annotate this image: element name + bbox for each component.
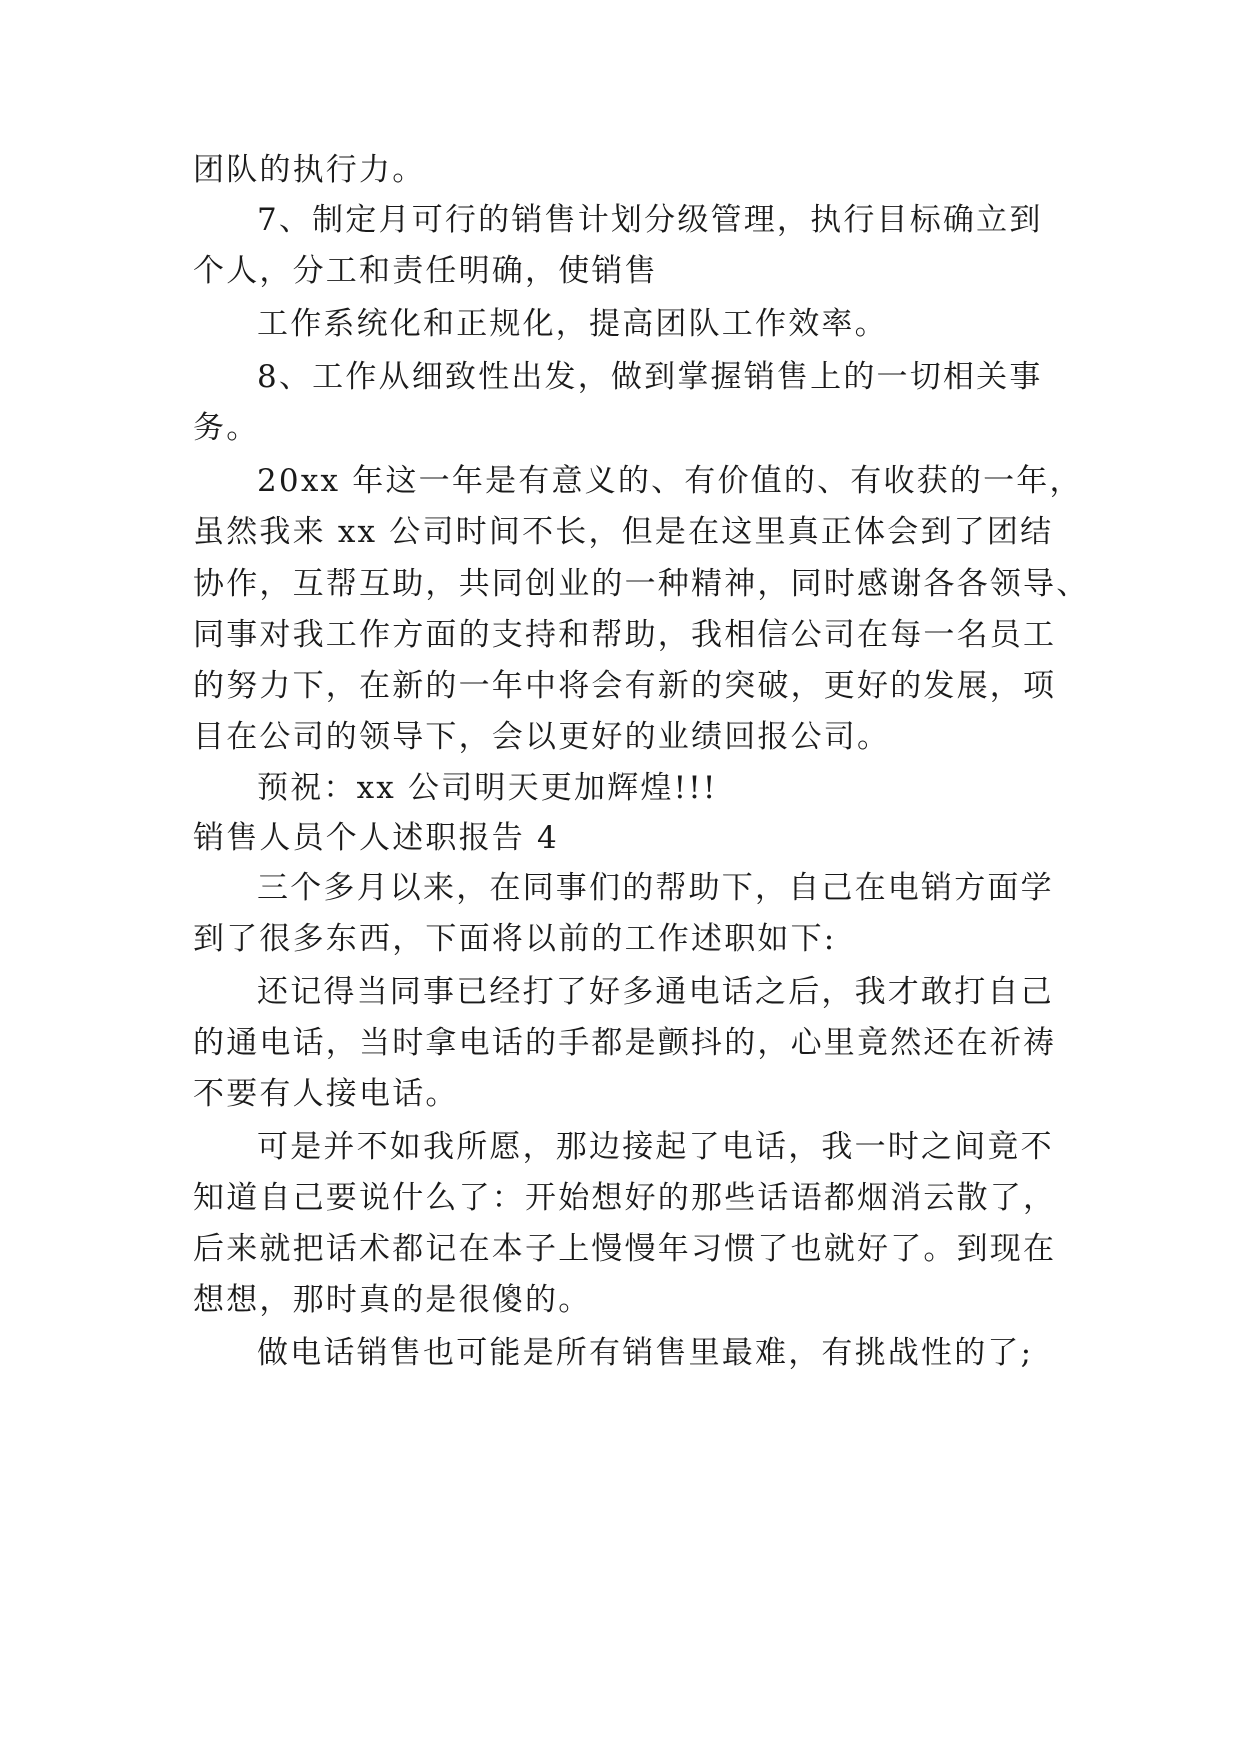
paragraph-line: 还记得当同事已经打了好多通电话之后，我才敢打自己 bbox=[257, 974, 1054, 1010]
paragraph-line: 预祝：xx 公司明天更加辉煌!!! bbox=[257, 770, 718, 806]
paragraph-line: 到了很多东西，下面将以前的工作述职如下: bbox=[193, 921, 837, 957]
paragraph-line: 务。 bbox=[193, 410, 260, 446]
paragraph-line: 工作系统化和正规化，提高团队工作效率。 bbox=[257, 306, 888, 342]
paragraph-line: 做电话销售也可能是所有销售里最难，有挑战性的了; bbox=[257, 1335, 1034, 1371]
paragraph-line: 目在公司的领导下，会以更好的业绩回报公司。 bbox=[193, 719, 891, 755]
paragraph-line: 可是并不如我所愿，那边接起了电话，我一时之间竟不 bbox=[257, 1129, 1054, 1165]
paragraph-line: 后来就把话术都记在本子上慢慢年习惯了也就好了。到现在 bbox=[193, 1231, 1057, 1267]
paragraph-line: 的通电话，当时拿电话的手都是颤抖的，心里竟然还在祈祷 bbox=[193, 1025, 1057, 1061]
paragraph-line: 的努力下，在新的一年中将会有新的突破，更好的发展，项 bbox=[193, 668, 1057, 704]
paragraph-line: 协作，互帮互助，共同创业的一种精神，同时感谢各各领导、 bbox=[193, 566, 1090, 602]
paragraph-line: 虽然我来 xx 公司时间不长，但是在这里真正体会到了团结 bbox=[193, 514, 1054, 550]
paragraph-line: 个人，分工和责任明确，使销售 bbox=[193, 253, 658, 289]
paragraph-line: 想想，那时真的是很傻的。 bbox=[193, 1282, 592, 1318]
paragraph-line: 同事对我工作方面的支持和帮助，我相信公司在每一名员工 bbox=[193, 617, 1057, 653]
paragraph-line: 知道自己要说什么了：开始想好的那些话语都烟消云散了， bbox=[193, 1180, 1057, 1216]
paragraph-line: 团队的执行力。 bbox=[193, 152, 426, 188]
section-heading: 销售人员个人述职报告 4 bbox=[193, 820, 559, 856]
paragraph-line: 20xx 年这一年是有意义的、有价值的、有收获的一年， bbox=[257, 463, 1083, 499]
paragraph-line: 不要有人接电话。 bbox=[193, 1076, 459, 1112]
paragraph-line: 三个多月以来，在同事们的帮助下，自己在电销方面学 bbox=[257, 870, 1054, 906]
paragraph-line: 8、工作从细致性出发，做到掌握销售上的一切相关事 bbox=[257, 359, 1043, 395]
paragraph-line: 7、制定月可行的销售计划分级管理，执行目标确立到 bbox=[257, 202, 1043, 238]
